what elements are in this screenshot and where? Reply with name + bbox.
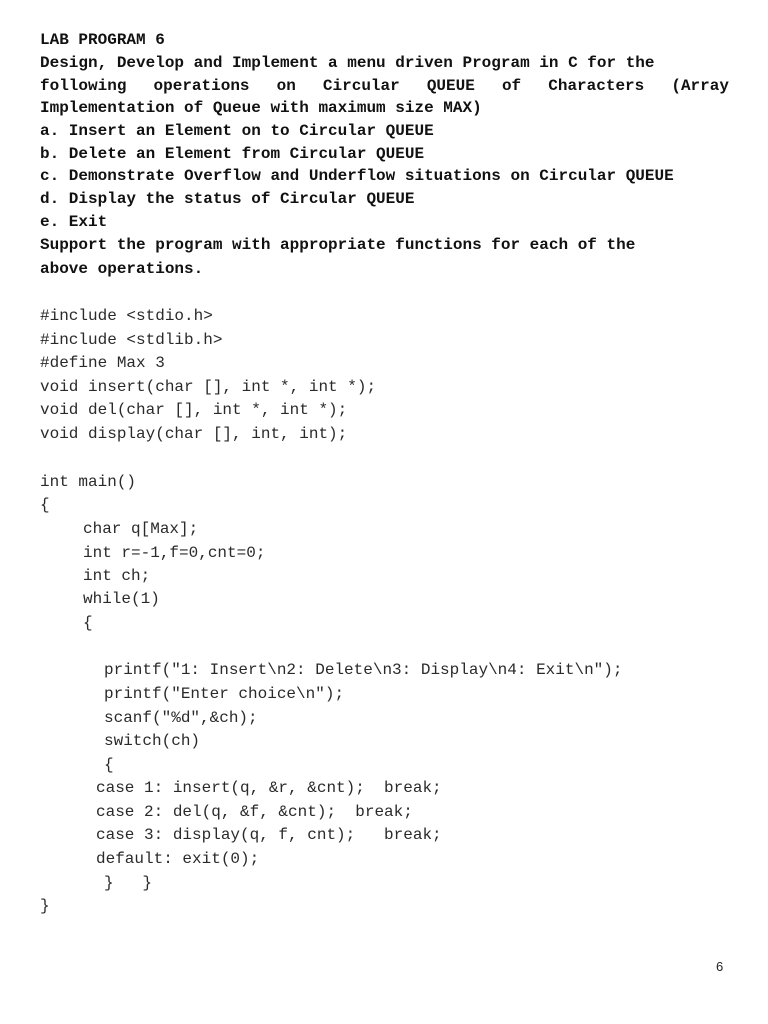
code-close-switch-loop: } } [104,874,153,892]
code-decl-vars: int r=-1,f=0,cnt=0; [83,544,266,562]
code-decl-choice: int ch; [83,567,151,585]
description-word: following [40,77,127,95]
description-word: QUEUE [426,77,475,95]
page-number: 6 [716,959,724,974]
description-word: Circular [322,77,400,95]
lab-title: LAB PROGRAM 6 [40,31,165,49]
code-define-max: #define Max 3 [40,354,165,372]
description-word: Characters [548,77,645,95]
code-switch-open-brace: { [104,756,114,774]
code-proto-display: void display(char [], int, int); [40,425,348,443]
code-close-main: } [40,897,50,915]
code-case-delete: case 2: del(q, &f, &cnt); break; [96,803,413,821]
code-printf-menu: printf("1: Insert\n2: Delete\n3: Display\n4: Exit\n"); [104,661,623,679]
code-while-loop: while(1) [83,590,160,608]
code-case-display: case 3: display(q, f, cnt); break; [96,826,442,844]
code-printf-prompt: printf("Enter choice\n"); [104,685,345,703]
operation-item-e: e. Exit [40,213,108,231]
description-word: of [501,77,522,95]
code-include-stdio: #include <stdio.h> [40,307,213,325]
description-line-1: Design, Develop and Implement a menu driven Program in C for the [40,54,655,72]
code-include-stdlib: #include <stdlib.h> [40,331,223,349]
description-line-3: Implementation of Queue with maximum size MAX) [40,99,482,117]
code-main-signature: int main() [40,473,137,491]
description-word: operations [153,77,250,95]
code-main-open-brace: { [40,496,50,514]
description-line-2 [40,76,729,96]
support-line-2: above operations. [40,260,204,278]
operation-item-c: c. Demonstrate Overflow and Underflow situations on Circular QUEUE [40,167,674,185]
operation-item-b: b. Delete an Element from Circular QUEUE [40,145,425,163]
code-proto-insert: void insert(char [], int *, int *); [40,378,377,396]
code-proto-del: void del(char [], int *, int *); [40,401,348,419]
support-line-1: Support the program with appropriate functions for each of the [40,236,636,254]
code-switch: switch(ch) [104,732,201,750]
code-while-open-brace: { [83,614,93,632]
code-decl-queue: char q[Max]; [83,520,199,538]
operation-item-a: a. Insert an Element on to Circular QUEUE [40,122,434,140]
operation-item-d: d. Display the status of Circular QUEUE [40,190,415,208]
description-word: on [276,77,296,95]
code-scanf: scanf("%d",&ch); [104,709,258,727]
code-case-insert: case 1: insert(q, &r, &cnt); break; [96,779,442,797]
code-case-default: default: exit(0); [96,850,260,868]
description-word: (Array [671,77,729,95]
